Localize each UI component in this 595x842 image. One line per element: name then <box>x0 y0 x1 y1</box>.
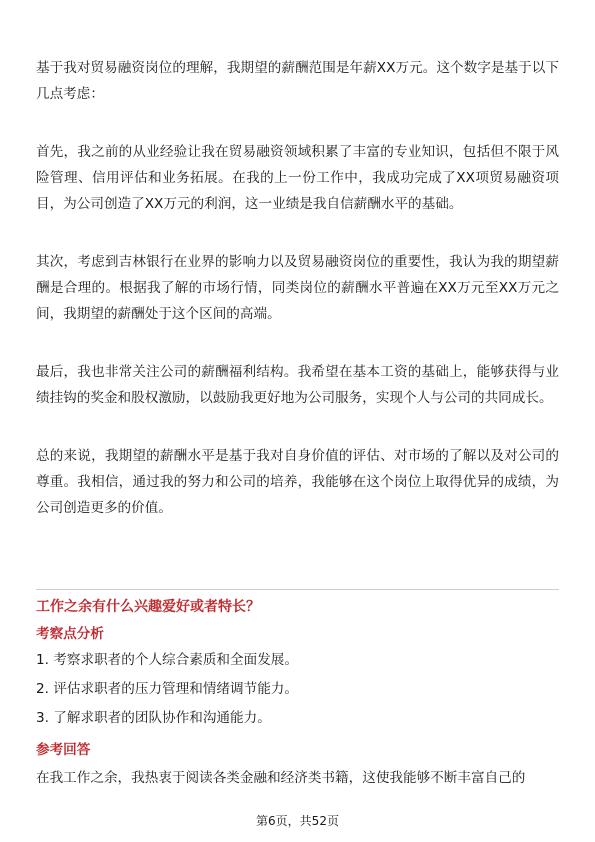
paragraph-intro: 基于我对贸易融资岗位的理解，我期望的薪酬范围是年薪XX万元。这个数字是基于以下几点考虑： <box>36 60 559 102</box>
salary-answer-body <box>36 55 559 521</box>
list-item: 2. 评估求职者的压力管理和情绪调节能力。 <box>36 681 298 697</box>
paragraph-summary: 总的来说，我期望的薪酬水平是基于我对自身价值的评估、对市场的了解以及对公司的尊重。我相信，通过我的努力和公司的培养，我能够在这个岗位上取得优异的成绩，为公司创造更多的价值。 <box>36 448 559 516</box>
analysis-heading: 考察点分析 <box>36 626 104 642</box>
paragraph-first: 首先，我之前的从业经验让我在贸易融资领域积累了丰富的专业知识，包括但不限于风险管理、信用评估和业务拓展。在我的上一份工作中，我成功完成了XX项贸易融资项目，为公司创造了XX万元的利润，这一业绩是我自信薪酬水平的基础。 <box>36 144 559 212</box>
page-number: 第6页，共52页 <box>256 814 339 828</box>
question-section <box>36 596 559 790</box>
paragraph-second: 其次，考虑到吉林银行在业界的影响力以及贸易融资岗位的重要性，我认为我的期望薪酬是合理的。根据我了解的市场行情，同类岗位的薪酬水平普遍在XX万元至XX万元之间，我期望的薪酬处于这个区间的高端。 <box>36 254 559 322</box>
section-divider <box>36 589 559 590</box>
analysis-list <box>36 650 559 728</box>
list-item: 3. 了解求职者的团队协作和沟通能力。 <box>36 710 271 726</box>
paragraph-third: 最后，我也非常关注公司的薪酬福利结构。我希望在基本工资的基础上，能够获得与业绩挂钩的奖金和股权激励，以鼓励我更好地为公司服务，实现个人与公司的共同成长。 <box>36 364 559 406</box>
answer-heading: 参考回答 <box>36 742 91 758</box>
question-title: 工作之余有什么兴趣爱好或者特长？ <box>36 599 260 615</box>
list-item: 1. 考察求职者的个人综合素质和全面发展。 <box>36 652 298 668</box>
answer-text: 在我工作之余，我热衷于阅读各类金融和经济类书籍，这使我能够不断丰富自己的 <box>36 770 526 786</box>
